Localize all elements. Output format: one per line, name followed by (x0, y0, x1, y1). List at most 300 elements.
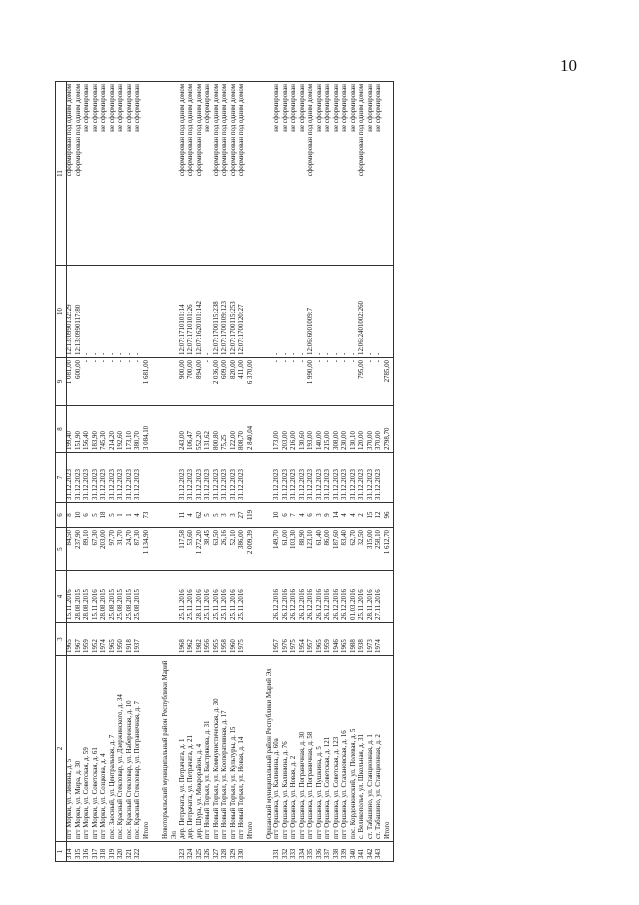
total-land-area: 6 370,00 (248, 358, 257, 406)
table-cell: 31.12.2023 (376, 453, 385, 503)
total-col8: 2 840,04 (248, 406, 257, 453)
table-cell: не сформирован (283, 82, 292, 266)
table-cell: 26.12.2016 (325, 571, 334, 623)
table-cell: 6 (84, 503, 93, 528)
table-cell: 103,30 (291, 528, 300, 571)
table-cell: 1 (127, 503, 136, 528)
table-cell: 24,70 (127, 528, 136, 571)
table-cell: 31.12.2023 (222, 453, 231, 503)
table-cell: - (342, 358, 351, 406)
table-cell (256, 453, 274, 503)
table-cell: - (300, 266, 309, 358)
table-cell: пгт Новый Торъял, ул. Кооперативная, д. 17 (222, 656, 231, 842)
table-cell: не сформирован (135, 82, 144, 266)
table-cell: 1965 (342, 623, 351, 656)
table-cell: 31.12.2023 (317, 453, 326, 503)
table-cell: сформирован под одним домом (231, 82, 240, 266)
table-cell (256, 503, 274, 528)
table-cell: 62,70 (351, 528, 360, 571)
table-cell: 15.11.2016 (67, 571, 76, 623)
table-cell: не сформирован (300, 82, 309, 266)
column-header: 6 (56, 503, 67, 528)
table-cell: 600,00 (76, 358, 85, 406)
table-cell: 1938 (359, 623, 368, 656)
table-cell (256, 842, 274, 862)
table-cell: 32,50 (359, 528, 368, 571)
table-cell: пгт Оршанка, ул. Калинина, д. 76 (283, 656, 292, 842)
table-cell: пгт Морки, ул. Ленина, д. 5 (67, 656, 76, 842)
table-cell: - (317, 358, 326, 406)
table-cell: 338 (334, 842, 343, 862)
total-residents: 73 (144, 503, 153, 528)
table-cell: 318 (101, 842, 110, 862)
column-header: 8 (56, 406, 67, 453)
table-cell (256, 406, 274, 453)
table-cell: пгт Новый Торъял, ул. Быстрякова, д. 31 (205, 656, 214, 842)
table-cell: сформирован под одним домом (180, 82, 189, 266)
table-cell: 192,60 (118, 406, 127, 453)
table-cell: 31.12.2023 (135, 453, 144, 503)
table-cell: - (325, 266, 334, 358)
table-cell: пгт Морки, ул. Советская, д. 59 (84, 656, 93, 842)
table-cell (256, 528, 274, 571)
table-cell: 1965 (317, 623, 326, 656)
table-cell: 15.11.2016 (93, 571, 102, 623)
total-label: Итого (248, 656, 257, 842)
table-cell: 330 (239, 842, 248, 862)
table-cell: 321 (127, 842, 136, 862)
column-header: 1 (56, 842, 67, 862)
table-cell: пгт Оршанка, ул. Советская, д. 123 (334, 656, 343, 842)
total-land-area: 2785,00 (385, 358, 394, 406)
table-cell: дер. Петрачата, ул. Петрачата, д. 1 (180, 656, 189, 842)
table-cell: 31.12.2023 (110, 453, 119, 503)
table-cell: 8 (67, 503, 76, 528)
table-cell: 1973 (368, 623, 377, 656)
table-cell: 203,00 (283, 406, 292, 453)
table-cell: 31.12.2023 (197, 453, 206, 503)
table-cell: 337 (325, 842, 334, 862)
table-row (135, 82, 144, 862)
table-cell (152, 358, 180, 406)
table-cell: 1952 (93, 623, 102, 656)
table-cell (256, 358, 274, 406)
table-cell: 130,10 (351, 406, 360, 453)
table-cell: 323 (180, 842, 189, 862)
table-cell: 324 (188, 842, 197, 862)
table-cell: 795,00 (359, 358, 368, 406)
table-cell: пос. Красный Стекловар, ул. Пограничная, д. 7 (135, 656, 144, 842)
table-cell: 31.12.2023 (291, 453, 300, 503)
table-cell: 4 (342, 503, 351, 528)
table-cell: 75,25 (222, 406, 231, 453)
table-cell: 53,60 (188, 528, 197, 571)
table-cell (256, 623, 274, 656)
table-cell: 1962 (188, 623, 197, 656)
table-cell: 31.12.2023 (368, 453, 377, 503)
table-cell: 193,00 (308, 406, 317, 453)
table-cell: 28.08.2015 (84, 571, 93, 623)
table-cell: 4 (300, 503, 309, 528)
table-cell: 1955 (214, 623, 223, 656)
table-cell: 333 (291, 842, 300, 862)
table-cell: 63,50 (214, 528, 223, 571)
table-cell: - (135, 358, 144, 406)
table-cell: ст. Табашино, ул. Станционная, д. 2 (376, 656, 385, 842)
table-cell (248, 266, 257, 358)
table-cell: 26.12.2016 (342, 571, 351, 623)
table-cell: 26.12.2016 (274, 571, 283, 623)
table-cell: 4 (135, 503, 144, 528)
total-row (385, 82, 394, 862)
table-cell: 31.12.2023 (180, 453, 189, 503)
table-cell: 12:13:0990132:29 (67, 266, 76, 358)
table-cell: - (93, 266, 102, 358)
table-cell: 328 (222, 842, 231, 862)
table-cell: - (283, 358, 292, 406)
table-cell: 25.08.2015 (110, 571, 119, 623)
table-cell: 27 (239, 503, 248, 528)
table-cell: не сформирован (127, 82, 136, 266)
table-cell: 25.11.2016 (180, 571, 189, 623)
table-cell: - (84, 266, 93, 358)
table-cell: 1 081,00 (67, 358, 76, 406)
table-cell: пгт Оршанка, ул. Пограничная, д. 30 (300, 656, 309, 842)
table-cell: 187,60 (334, 528, 343, 571)
table-cell: 1960 (231, 623, 240, 656)
total-area: 1 134,90 (144, 528, 153, 571)
table-cell: не сформирован (84, 82, 93, 266)
column-header: 2 (56, 656, 67, 842)
table-cell: 243,00 (180, 406, 189, 453)
table-cell: 12:07:1700109:123 (222, 266, 231, 358)
table-cell: 6 (283, 503, 292, 528)
table-cell: 411,00 (239, 358, 248, 406)
table-cell (152, 623, 180, 656)
table-cell: сформирован под одним домом (214, 82, 223, 266)
table-cell: - (351, 358, 360, 406)
table-cell: 9 (325, 503, 334, 528)
table-cell: 199,40 (67, 406, 76, 453)
table-cell: - (101, 266, 110, 358)
table-cell (144, 623, 153, 656)
table-cell: 31.12.2023 (118, 453, 127, 503)
table-cell: - (291, 266, 300, 358)
table-cell: 370,00 (376, 406, 385, 453)
table-cell: 83,40 (342, 528, 351, 571)
table-cell: 1965 (110, 623, 119, 656)
table-cell: 820,00 (231, 358, 240, 406)
table-cell: 316 (84, 842, 93, 862)
table-cell: сформирован под одним домом (197, 82, 206, 266)
table-cell: 31.12.2023 (359, 453, 368, 503)
table-cell: 26,16 (222, 528, 231, 571)
table-cell: 31.12.2023 (334, 453, 343, 503)
total-row (248, 82, 257, 862)
table-cell: - (274, 358, 283, 406)
table-cell: 1975 (291, 623, 300, 656)
column-header: 5 (56, 528, 67, 571)
table-cell: 28.08.2015 (101, 571, 110, 623)
column-number-row (56, 82, 67, 862)
table-cell: 26.12.2016 (308, 571, 317, 623)
table-cell: 26.12.2016 (317, 571, 326, 623)
table-cell: 156,40 (84, 406, 93, 453)
table-cell: - (205, 266, 214, 358)
table-cell: 11 (180, 503, 189, 528)
table-cell: сформирован под одним домом (188, 82, 197, 266)
table-cell: 315 (76, 842, 85, 862)
table-cell: 745,30 (101, 406, 110, 453)
table-cell: 27.11.2016 (376, 571, 385, 623)
table-cell: 237,90 (76, 528, 85, 571)
table-cell: 1968 (180, 623, 189, 656)
table-cell: 106,47 (188, 406, 197, 453)
table-cell: 215,00 (325, 406, 334, 453)
table-cell: 151,90 (76, 406, 85, 453)
table-cell: не сформирован (317, 82, 326, 266)
table-cell: пос. Красный Стекловар, ул. Набережная, д. 10 (127, 656, 136, 842)
table-cell: пос. Кордонюжский, ул. Полевая, д. 5 (351, 656, 360, 842)
total-residents: 119 (248, 503, 257, 528)
table-cell: 1937 (135, 623, 144, 656)
table-cell: не сформирован (274, 82, 283, 266)
table-cell: - (110, 358, 119, 406)
table-cell: 1950 (118, 623, 127, 656)
section-title: Оршанский муниципальный район Республики Марий Эл (256, 656, 274, 842)
table-cell: 25.11.2016 (231, 571, 240, 623)
table-cell: 25.11.2016 (205, 571, 214, 623)
table-row (376, 82, 385, 862)
table-cell: 326 (205, 842, 214, 862)
table-cell: 335 (308, 842, 317, 862)
table-cell: 319 (110, 842, 119, 862)
table-cell: пгт Новый Торъял, ул. Новая, д. 14 (239, 656, 248, 842)
table-cell: 31.12.2023 (274, 453, 283, 503)
table-cell: сформирован под одним домом (239, 82, 248, 266)
table-cell: дер. Шура, ул. Микрорайон, д. 4 (197, 656, 206, 842)
table-cell: 4 (351, 503, 360, 528)
table-cell: не сформирован (368, 82, 377, 266)
table-cell (152, 528, 180, 571)
table-cell: 97,70 (110, 528, 119, 571)
table-cell: не сформирован (376, 82, 385, 266)
table-cell: 31,70 (118, 528, 127, 571)
table-cell: 314 (67, 842, 76, 862)
table-cell (152, 503, 180, 528)
table-cell: 31.12.2023 (205, 453, 214, 503)
table-cell: 370,00 (368, 406, 377, 453)
table-cell: 320 (118, 842, 127, 862)
total-col8: 3 084,10 (144, 406, 153, 453)
table-cell: 340 (351, 842, 360, 862)
table-cell: 10 (274, 503, 283, 528)
table-cell: - (334, 266, 343, 358)
total-row (144, 82, 153, 862)
table-cell (152, 571, 180, 623)
table-cell (248, 842, 257, 862)
table-cell: 12:07:1700120:27 (239, 266, 248, 358)
table-cell: 331 (274, 842, 283, 862)
table-cell (256, 571, 274, 623)
total-area: 1 612,70 (385, 528, 394, 571)
table-cell (385, 842, 394, 862)
table-cell: 26.12.2016 (291, 571, 300, 623)
table-cell: 25.08.2015 (127, 571, 136, 623)
table-cell: пгт Оршанка, ул. Стахановская, д. 16 (342, 656, 351, 842)
table-cell: 216,00 (291, 406, 300, 453)
table-cell (144, 571, 153, 623)
table-cell: 552,20 (197, 406, 206, 453)
table-cell: - (135, 266, 144, 358)
table-cell: - (84, 358, 93, 406)
table-cell: 31.12.2023 (188, 453, 197, 503)
total-residents: 96 (385, 503, 394, 528)
table-cell: с. Великополье, ул. Школьная, д. 31 (359, 656, 368, 842)
table-cell: 15 (368, 503, 377, 528)
table-cell: 258,10 (376, 528, 385, 571)
table-cell: 183,90 (93, 406, 102, 453)
table-cell: 1982 (197, 623, 206, 656)
table-cell: 5 (110, 503, 119, 528)
table-cell: 1974 (376, 623, 385, 656)
table-cell: 31.12.2023 (239, 453, 248, 503)
table-cell: - (368, 266, 377, 358)
table-cell: сформирован под одним домом (222, 82, 231, 266)
table-cell: 1946 (334, 623, 343, 656)
table-cell (385, 266, 394, 358)
rotated-table-container (55, 82, 615, 862)
table-cell: - (93, 358, 102, 406)
table-cell (248, 623, 257, 656)
table-cell: не сформирован (291, 82, 300, 266)
table-cell (144, 266, 153, 358)
section-header-row (152, 82, 180, 862)
table-cell: 203,00 (101, 528, 110, 571)
table-cell: не сформирован (205, 82, 214, 266)
table-cell: 38,45 (205, 528, 214, 571)
table-cell (256, 266, 274, 358)
section-title: Новоторъяльский муниципальный район Республики Марий Эл (152, 656, 180, 842)
table-cell: 28.11.2016 (197, 571, 206, 623)
table-cell (144, 82, 153, 266)
table-cell: 25.08.2015 (118, 571, 127, 623)
table-cell (152, 842, 180, 862)
table-cell: 317 (93, 842, 102, 862)
table-cell: 31.12.2023 (325, 453, 334, 503)
table-cell: 609,00 (222, 358, 231, 406)
table-cell: 7 (291, 503, 300, 528)
table-cell: 25.11.2016 (239, 571, 248, 623)
table-cell: 28.11.2016 (368, 571, 377, 623)
table-cell: 3 (317, 503, 326, 528)
table-cell: 800,80 (214, 406, 223, 453)
table-cell: 84,50 (67, 528, 76, 571)
table-cell (385, 453, 394, 503)
table-cell: 329 (231, 842, 240, 862)
table-cell: 31.12.2023 (231, 453, 240, 503)
table-cell: - (300, 358, 309, 406)
table-cell: 332 (283, 842, 292, 862)
table-cell: 1975 (239, 623, 248, 656)
table-cell: - (205, 358, 214, 406)
table-cell: - (291, 358, 300, 406)
table-cell: 12:07:1710101:14 (180, 266, 189, 358)
table-cell: 88,90 (300, 528, 309, 571)
table-cell: не сформирован (342, 82, 351, 266)
table-cell: 341 (359, 842, 368, 862)
table-cell: - (118, 358, 127, 406)
table-cell: пгт Оршанка, ул. Пограничная, д. 58 (308, 656, 317, 842)
table-cell: 315,00 (368, 528, 377, 571)
table-cell: не сформирован (325, 82, 334, 266)
table-cell: 173,00 (274, 406, 283, 453)
total-col8: 2798,70 (385, 406, 394, 453)
table-cell: 900,00 (180, 358, 189, 406)
table-cell: сформирован под одним домом (359, 82, 368, 266)
table-cell: - (274, 266, 283, 358)
table-cell: 700,00 (188, 358, 197, 406)
table-cell: 1959 (84, 623, 93, 656)
table-cell: 1965 (67, 623, 76, 656)
table-cell: пос. Заосный, ул. Центральная, д. 7 (110, 656, 119, 842)
table-cell (152, 82, 180, 266)
table-cell (144, 453, 153, 503)
table-cell: 31.12.2023 (214, 453, 223, 503)
table-cell: 120,00 (359, 406, 368, 453)
table-cell: - (376, 266, 385, 358)
table-cell: пгт Оршанка, ул. Советская, д. 121 (325, 656, 334, 842)
table-cell: не сформирован (351, 82, 360, 266)
table-cell: 342 (368, 842, 377, 862)
table-cell: 1976 (283, 623, 292, 656)
table-cell: сформирован под одним домом (308, 82, 317, 266)
table-cell: не сформирован (110, 82, 119, 266)
table-cell (385, 82, 394, 266)
table-cell: 25.08.2015 (135, 571, 144, 623)
table-cell: 31.12.2023 (127, 453, 136, 503)
table-cell: 117,58 (180, 528, 189, 571)
table-cell: 5 (93, 503, 102, 528)
table-cell: - (368, 358, 377, 406)
table-cell (152, 266, 180, 358)
table-cell: 3 (222, 503, 231, 528)
table-cell: 28.08.2015 (76, 571, 85, 623)
table-cell (248, 82, 257, 266)
table-cell: 25.11.2016 (214, 571, 223, 623)
table-cell: 31.12.2023 (84, 453, 93, 503)
table-cell: - (118, 266, 127, 358)
table-cell: 31.12.2023 (342, 453, 351, 503)
table-cell: 1 272,20 (197, 528, 206, 571)
table-cell: 5 (205, 503, 214, 528)
table-cell: 01.03.2016 (351, 571, 360, 623)
table-cell: ст. Табашино, ул. Станционная, д. 1 (368, 656, 377, 842)
table-cell (144, 842, 153, 862)
table-cell: 327 (214, 842, 223, 862)
table-cell: пгт Новый Торъял, ул. Культуры, д. 15 (231, 656, 240, 842)
table-cell: - (334, 358, 343, 406)
table-cell (152, 406, 180, 453)
table-cell: 67,30 (93, 528, 102, 571)
table-cell: 334 (300, 842, 309, 862)
table-cell: 31.12.2023 (76, 453, 85, 503)
table-cell: 61,00 (283, 528, 292, 571)
column-header: 7 (56, 453, 67, 503)
table-cell: пгт Оршанка, ул. Калинина, д. 60а (274, 656, 283, 842)
table-cell: - (127, 266, 136, 358)
table-cell: 1957 (308, 623, 317, 656)
